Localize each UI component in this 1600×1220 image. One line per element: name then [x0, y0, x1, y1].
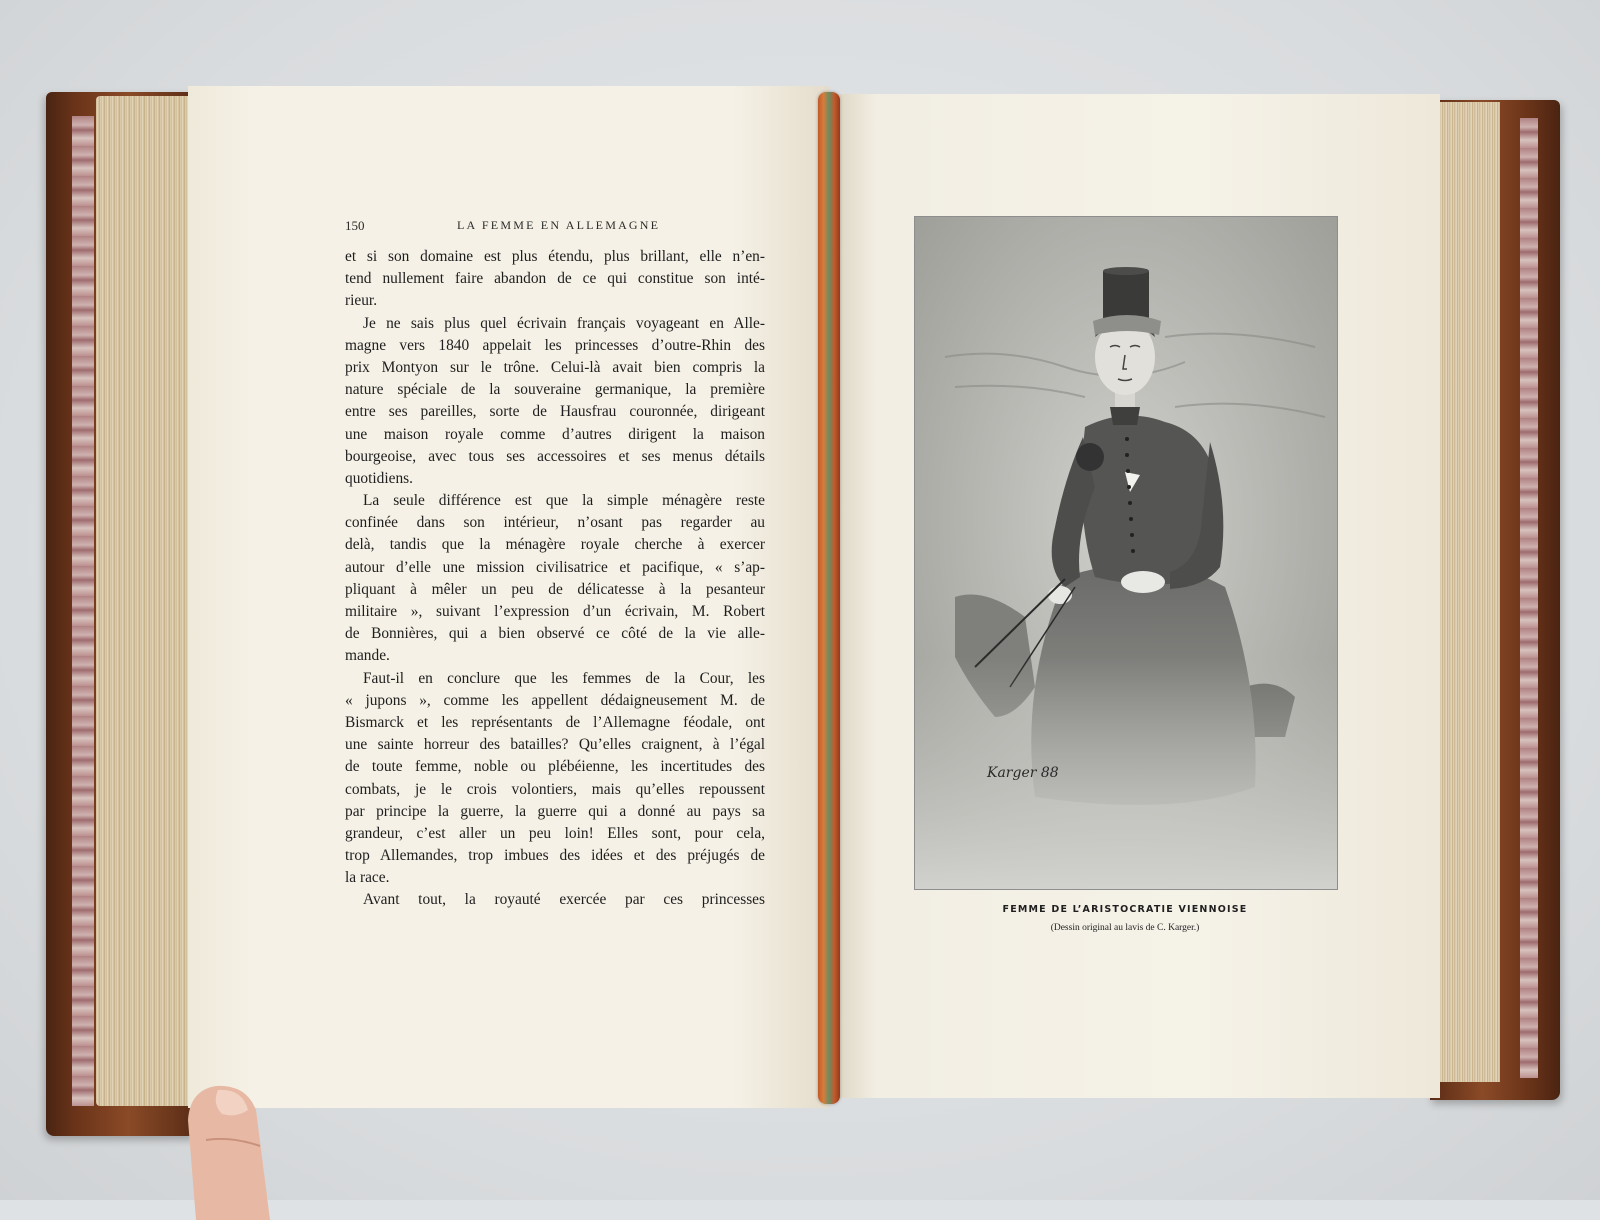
text-line: par principe la guerre, la guerre qui a donné au pays sa [345, 802, 765, 820]
text-line: La seule différence est que la simple ménagère reste [363, 492, 765, 510]
caption-subtitle: (Dessin original au lavis de C. Karger.) [1050, 923, 1200, 933]
text-line: entre ses pareilles, sorte de Hausfrau couronnée, dirigeant [345, 403, 765, 421]
text-line: combats, je le crois volontiers, mais qu’elles repoussent [345, 780, 765, 798]
text-line: tend nullement faire abandon de ce qui constitue son inté- [345, 270, 765, 288]
text-line: nature spéciale de la souveraine germanique, la première [345, 381, 765, 399]
text-line: quotidiens. [345, 469, 413, 487]
text-line: « jupons », comme les appellent dédaigneusement M. de [345, 691, 765, 709]
left-endpaper [72, 116, 94, 1106]
rider-illustration [915, 217, 1337, 889]
text-line: confinée dans son intérieur, n’osant pas regarder au [345, 514, 765, 532]
text-line: trop Allemandes, trop imbues des idées et des préjugés de [345, 847, 765, 865]
running-head [345, 218, 765, 238]
text-line: magne vers 1840 appelait les princesses d’outre-Rhin des [345, 336, 765, 354]
text-line: militaire », suivant l’expression d’un écrivain, M. Robert [345, 603, 765, 620]
text-line: mande. [345, 647, 390, 665]
left-page-edges [96, 96, 192, 1106]
text-line: Avant tout, la royauté exercée par ces princesses [363, 891, 765, 909]
text-line: et si son domaine est plus étendu, plus brillant, elle n’en- [345, 248, 765, 265]
text-line: Bismarck et les représentants de l’Allemagne féodale, ont [345, 713, 765, 731]
text-line: autour d’elle une mission civilisatrice et pacifique, « s’ap- [345, 558, 765, 576]
text-line: delà, tandis que la ménagère royale cherche à exercer [345, 536, 765, 554]
text-line: grandeur, c’est aller un peu loin! Elles sont, pour cela, [345, 824, 765, 842]
text-line: pliquant à mêler un peu de délicatesse à la pesanteur [345, 580, 765, 598]
signature: Karger 88 [987, 765, 1059, 781]
right-page-edges [1438, 102, 1500, 1082]
text-line: de Bonnières, qui a bien observé ce côté de la vie alle- [345, 625, 765, 643]
page-number: 150 [345, 218, 365, 233]
text-line: de toute femme, noble ou plébéienne, les incertitudes des [345, 758, 765, 776]
running-head-title: LA FEMME EN ALLEMAGNE [457, 218, 661, 232]
right-endpaper [1520, 118, 1538, 1078]
body-text [345, 246, 765, 912]
text-line: Faut-il en conclure que les femmes de la Cour, les [363, 669, 765, 687]
thumb [176, 1080, 276, 1220]
text-line: une sainte horreur des batailles? Qu’elles craignent, à l’égal [345, 736, 765, 754]
text-line: Je ne sais plus quel écrivain français voyageant en Alle- [363, 314, 765, 332]
bookmark-ribbon [818, 92, 840, 1104]
text-line: une maison royale comme d’autres dirigent la maison [345, 425, 765, 443]
text-line: prix Montyon sur le trône. Celui-là avait bien compris la [345, 358, 765, 376]
illustration-caption [914, 904, 1336, 933]
text-line: rieur. [345, 292, 378, 310]
illustration-plate [914, 216, 1338, 890]
text-line: la race. [345, 869, 390, 887]
caption-title: FEMME DE L’ARISTOCRATIE VIENNOISE [1002, 904, 1248, 915]
text-line: bourgeoise, avec tous ses accessoires et ses menus détails [345, 447, 765, 465]
